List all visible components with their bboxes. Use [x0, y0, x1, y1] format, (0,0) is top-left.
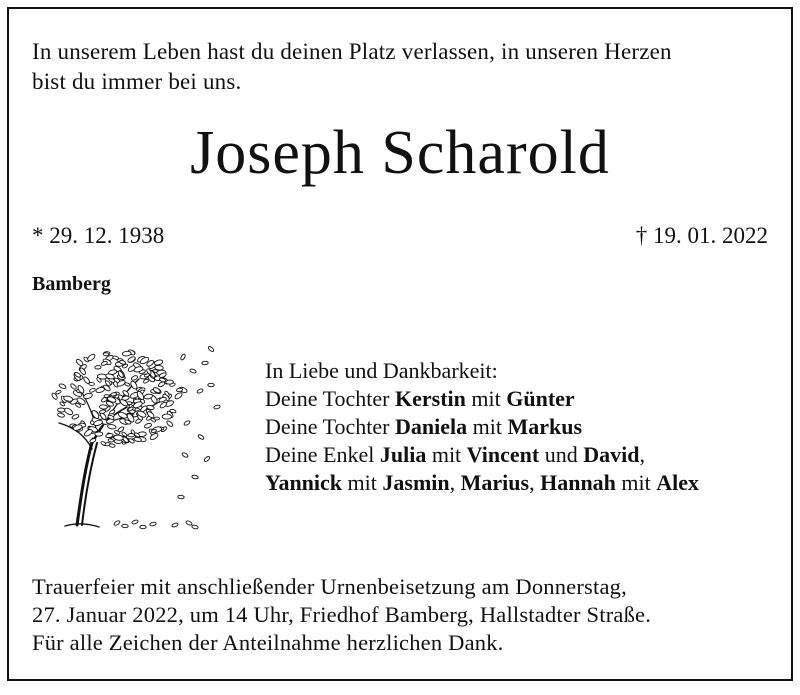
connector: mit — [467, 414, 508, 439]
intro-line: In unserem Leben hast du deinen Platz verlassen, in unseren Herzen — [32, 39, 672, 64]
family-name: Hannah — [540, 470, 616, 495]
windswept-tree-icon — [35, 327, 225, 537]
family-line-daughter — [265, 385, 699, 413]
footer-line: 27. Januar 2022, um 14 Uhr, Friedhof Bamberg, Hallstadter Straße. — [32, 602, 652, 627]
punctuation: , — [449, 470, 461, 495]
footer-line: Trauerfeier mit anschließender Urnenbeisetzung am Donnerstag, — [32, 574, 627, 599]
family-line-grandchildren — [265, 441, 699, 469]
connector: mit — [426, 442, 467, 467]
intro-verse — [32, 37, 772, 97]
family-name: Vincent — [466, 442, 540, 467]
death-date: † 19. 01. 2022 — [635, 223, 768, 248]
punctuation: , — [639, 442, 645, 467]
family-members — [265, 357, 699, 497]
intro-line: bist du immer bei uns. — [32, 69, 242, 94]
connector: mit — [342, 470, 383, 495]
family-name: Günter — [506, 386, 575, 411]
deceased-name: Joseph Scharold — [190, 119, 610, 187]
connector: und — [539, 442, 584, 467]
obituary-notice — [7, 7, 793, 681]
connector: mit — [615, 470, 657, 495]
family-name: Daniela — [395, 414, 468, 439]
birth-date: * 29. 12. 1938 — [32, 223, 165, 248]
relation-label: Deine Tochter — [265, 386, 396, 411]
residence-place: Bamberg — [32, 273, 111, 295]
family-name: Marius — [460, 470, 530, 495]
family-line-grandchildren — [265, 469, 699, 497]
family-heading: In Liebe und Dankbarkeit: — [265, 358, 498, 383]
family-line-daughter — [265, 413, 699, 441]
connector: mit — [465, 386, 507, 411]
family-name: David — [583, 442, 640, 467]
funeral-details — [32, 573, 777, 657]
punctuation: , — [529, 470, 541, 495]
family-name: Yannick — [265, 470, 343, 495]
relation-label: Deine Tochter — [265, 414, 396, 439]
family-name: Kerstin — [395, 386, 466, 411]
family-name: Markus — [507, 414, 583, 439]
family-name: Julia — [379, 442, 427, 467]
family-name: Alex — [656, 470, 700, 495]
family-name: Jasmin — [382, 470, 450, 495]
relation-label: Deine Enkel — [265, 442, 380, 467]
footer-line: Für alle Zeichen der Anteilnahme herzlichen Dank. — [32, 630, 504, 655]
